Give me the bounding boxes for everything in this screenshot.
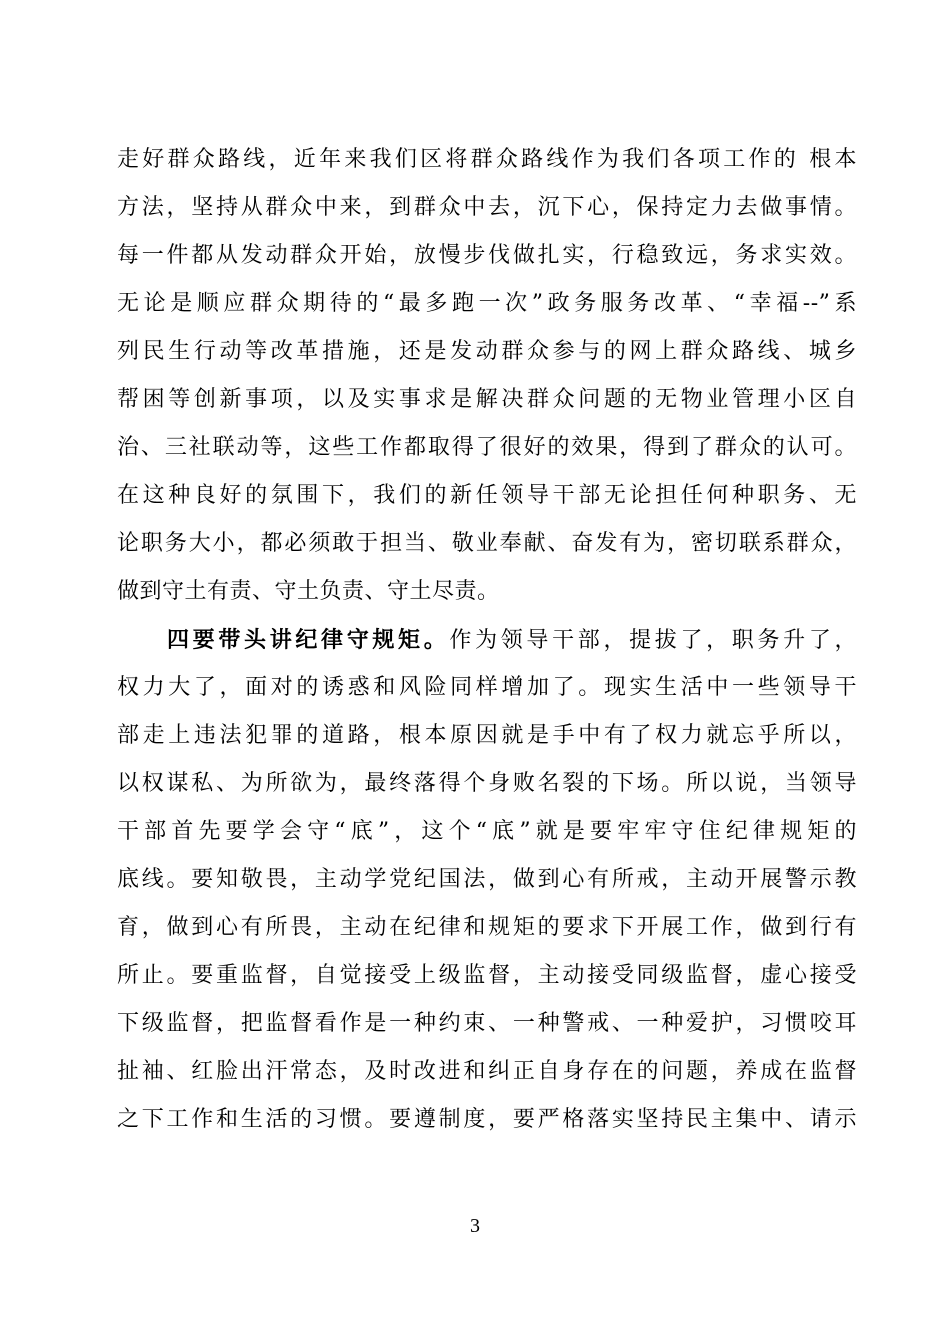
text-line: 下级监督，把监督看作是一种约束、一种警戒、一种爱护，习惯咬耳 <box>117 1011 857 1036</box>
text-line: 帮困等创新事项，以及实事求是解决群众问题的无物业管理小区自 <box>117 387 857 412</box>
text-line: 扯袖、红脸出汗常态，及时改进和纠正自身存在的问题，养成在监督 <box>117 1059 857 1084</box>
text-line: 底线。要知敬畏，主动学党纪国法，做到心有所戒，主动开展警示教 <box>117 867 857 892</box>
text-line: 之下工作和生活的习惯。要遵制度，要严格落实坚持民主集中、请示 <box>117 1107 857 1132</box>
text-line: 论职务大小，都必须敢于担当、敬业奉献、奋发有为，密切联系群众， <box>117 531 857 556</box>
text-line: 所止。要重监督，自觉接受上级监督，主动接受同级监督，虚心接受 <box>117 963 857 988</box>
paragraph-2 <box>117 616 857 1144</box>
text-line: 在这种良好的氛围下，我们的新任领导干部无论担任何种职务、无 <box>117 483 857 508</box>
text-line: 走好群众路线，近年来我们区将群众路线作为我们各项工作的 根本 <box>117 147 857 172</box>
text-line: 方法，坚持从群众中来，到群众中去，沉下心，保持定力去做事情。 <box>117 195 857 220</box>
text-line: 育，做到心有所畏，主动在纪律和规矩的要求下开展工作，做到行有 <box>117 915 857 940</box>
text-run: 作为领导干部，提拔了，职务升了， <box>449 628 857 653</box>
text-line: 部走上违法犯罪的道路，根本原因就是手中有了权力就忘乎所以， <box>117 723 857 748</box>
text-line: 列民生行动等改革措施，还是发动群众参与的网上群众路线、城乡 <box>117 339 857 364</box>
text-line: 以权谋私、为所欲为，最终落得个身败名裂的下场。所以说，当领导 <box>117 771 857 796</box>
text-line: 无论是顺应群众期待的“最多跑一次”政务服务改革、“幸福--”系 <box>117 291 857 316</box>
body-text <box>117 136 857 1144</box>
text-line: 权力大了，面对的诱惑和风险同样增加了。现实生活中一些领导干 <box>117 675 857 700</box>
text-line: 治、三社联动等，这些工作都取得了很好的效果，得到了群众的认可。 <box>117 435 857 460</box>
text-line: 做到守土有责、守土负责、守土尽责。 <box>117 579 500 604</box>
paragraph-first-line <box>117 616 857 664</box>
page-number: 3 <box>470 1215 480 1237</box>
paragraph-1 <box>117 136 857 616</box>
text-line: 干部首先要学会守“底”，这个“底”就是要牢牢守住纪律规矩的 <box>117 819 857 844</box>
paragraph-heading: 四要带头讲纪律守规矩。 <box>167 627 450 653</box>
text-line: 每一件都从发动群众开始，放慢步伐做扎实，行稳致远，务求实效。 <box>117 243 857 268</box>
